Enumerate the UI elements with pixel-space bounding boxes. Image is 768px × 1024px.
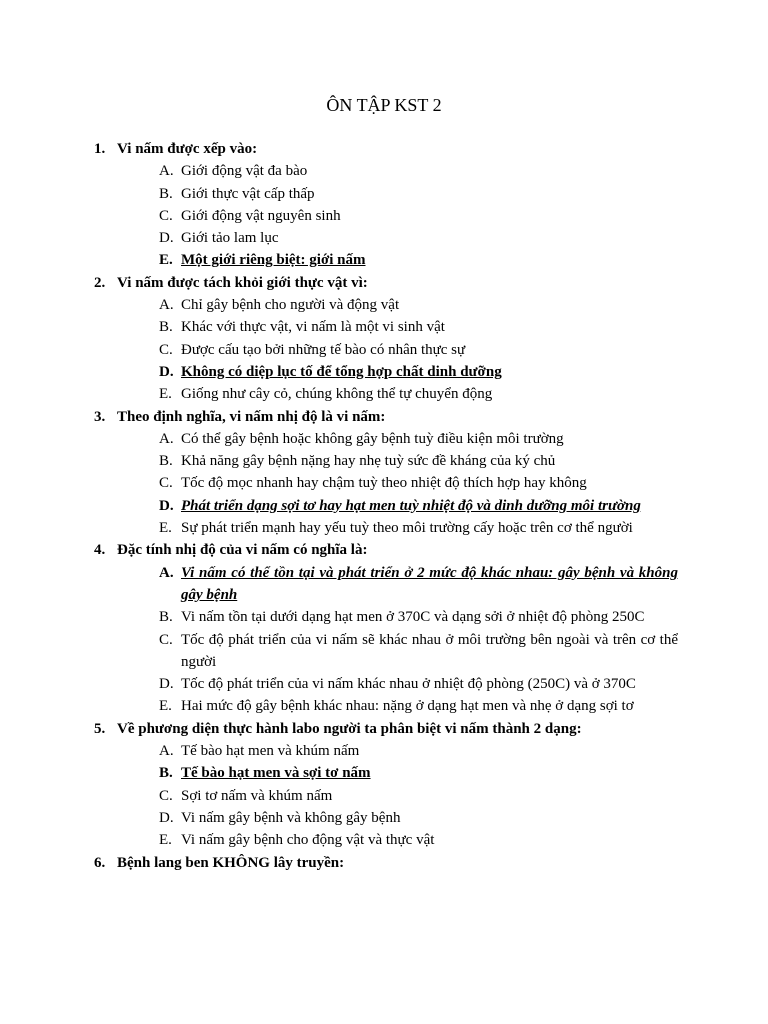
option-text: Tế bào hạt men và khúm nấm [181, 743, 360, 760]
question-number: 3. [94, 408, 106, 425]
option-text: Sợi tơ nấm và khúm nấm [181, 787, 333, 804]
question [94, 406, 678, 428]
answer-option [159, 183, 678, 205]
question [94, 718, 678, 740]
question-number: 6. [94, 854, 106, 871]
question [94, 138, 678, 160]
answer-option [159, 606, 678, 628]
option-letter: C. [159, 207, 173, 224]
option-text: Chỉ gây bệnh cho người và động vật [181, 297, 400, 314]
question-number: 4. [94, 542, 106, 559]
option-text: Được cấu tạo bởi những tế bào có nhân thực sự [181, 341, 466, 358]
option-text: Giới động vật nguyên sinh [181, 207, 341, 224]
question-number: 2. [94, 274, 106, 291]
answer-option [159, 383, 678, 405]
option-text: Giới động vật đa bào [181, 163, 308, 180]
answer-option [159, 517, 678, 539]
answer-option [159, 205, 678, 227]
answer-option [159, 472, 678, 494]
question-number: 5. [94, 720, 106, 737]
option-letter: E. [159, 832, 172, 849]
answer-option [159, 740, 678, 762]
option-text: Hai mức độ gây bệnh khác nhau: nặng ở dạng hạt men và nhẹ ở dạng sợi tơ [181, 698, 634, 715]
option-text: Sự phát triển mạnh hay yếu tuỳ theo môi trường cấy hoặc trên cơ thể người [181, 520, 633, 537]
document-title: ÔN TẬP KST 2 [326, 95, 442, 115]
option-letter: E. [159, 252, 173, 269]
answer-option [159, 450, 678, 472]
answer-option [159, 339, 678, 361]
answer-option [159, 227, 678, 249]
option-letter: A. [159, 297, 174, 314]
option-letter: E. [159, 520, 172, 537]
option-text: Phát triển dạng sợi tơ hay hạt men tuỳ nhiệt độ và dinh dưỡng môi trường [181, 497, 641, 514]
question [94, 852, 678, 874]
option-text: Vi nấm gây bệnh cho động vật và thực vật [181, 832, 435, 849]
option-text: Giống như cây cỏ, chúng không thể tự chuyển động [181, 386, 493, 403]
question-number: 1. [94, 141, 106, 157]
option-letter: C. [159, 475, 173, 492]
question-text: Đặc tính nhị độ của vi nấm có nghĩa là: [117, 542, 368, 559]
option-letter: D. [159, 363, 174, 380]
answer-option [159, 294, 678, 316]
option-letter: D. [159, 230, 174, 247]
option-text: Giới thực vật cấp thấp [181, 185, 315, 202]
question-text: Vi nấm được xếp vào: [117, 141, 258, 157]
question-list [94, 138, 678, 874]
option-letter: A. [159, 163, 174, 180]
answer-option-correct [159, 562, 678, 607]
option-letter: B. [159, 765, 173, 782]
option-text: Giới tảo lam lục [181, 230, 279, 247]
answer-option [159, 829, 678, 851]
option-letter: E. [159, 698, 172, 715]
answer-option-correct [159, 361, 678, 383]
option-text: Khả năng gây bệnh nặng hay nhẹ tuỳ sức đề kháng của ký chủ [181, 453, 556, 470]
option-text: Vi nấm tồn tại dưới dạng hạt men ở 370C và dạng sởi ở nhiệt độ phòng 250C [181, 609, 645, 626]
question-text: Vi nấm được tách khỏi giới thực vật vì: [117, 274, 368, 291]
answer-option [159, 673, 678, 695]
option-text: Vi nấm gây bệnh và không gây bệnh [181, 809, 401, 826]
option-letter: E. [159, 386, 172, 403]
option-letter: C. [159, 787, 173, 804]
answer-option-correct [159, 762, 678, 784]
answer-option [159, 428, 678, 450]
option-letter: D. [159, 676, 174, 693]
option-text: Tốc độ mọc nhanh hay chậm tuỳ theo nhiệt độ thích hợp hay không [181, 475, 587, 492]
option-text: Tốc độ phát triển của vi nấm khác nhau ở nhiệt độ phòng (250C) và ở 370C [181, 676, 636, 693]
option-letter: A. [159, 564, 174, 581]
option-text: Tốc độ phát triển của vi nấm sẽ khác nhau ở môi trường bên ngoài và trên cơ thể người [181, 631, 678, 670]
option-text: Một giới riêng biệt: giới nấm [181, 252, 366, 269]
option-letter: A. [159, 743, 174, 760]
option-letter: B. [159, 453, 173, 470]
answer-option [159, 316, 678, 338]
answer-option-correct [159, 249, 678, 271]
answer-option-correct [159, 495, 678, 517]
option-letter: A. [159, 430, 174, 447]
option-text: Khác với thực vật, vi nấm là một vi sinh vật [181, 319, 445, 336]
option-letter: B. [159, 185, 173, 202]
answer-option [159, 785, 678, 807]
question-text: Theo định nghĩa, vi nấm nhị độ là vi nấm: [117, 408, 386, 425]
option-letter: D. [159, 497, 174, 514]
answer-option [159, 629, 678, 674]
option-text: Vi nấm có thể tồn tại và phát triển ở 2 mức độ khác nhau: gây bệnh và không gây bệnh [181, 564, 678, 603]
option-letter: C. [159, 341, 173, 358]
option-letter: B. [159, 319, 173, 336]
question-text: Về phương diện thực hành labo người ta phân biệt vi nấm thành 2 dạng: [117, 720, 582, 737]
answer-option [159, 695, 678, 717]
option-text: Có thể gây bệnh hoặc không gây bệnh tuỳ điều kiện môi trường [181, 430, 564, 447]
question [94, 539, 678, 561]
option-text: Không có diệp lục tố để tổng hợp chất dinh dưỡng [181, 363, 502, 380]
question-text: Bệnh lang ben KHÔNG lây truyền: [117, 854, 345, 871]
option-letter: D. [159, 809, 174, 826]
question [94, 272, 678, 294]
answer-option [159, 807, 678, 829]
option-letter: C. [159, 631, 173, 648]
option-letter: B. [159, 609, 173, 626]
option-text: Tế bào hạt men và sợi tơ nấm [181, 765, 371, 782]
answer-option [159, 160, 678, 182]
